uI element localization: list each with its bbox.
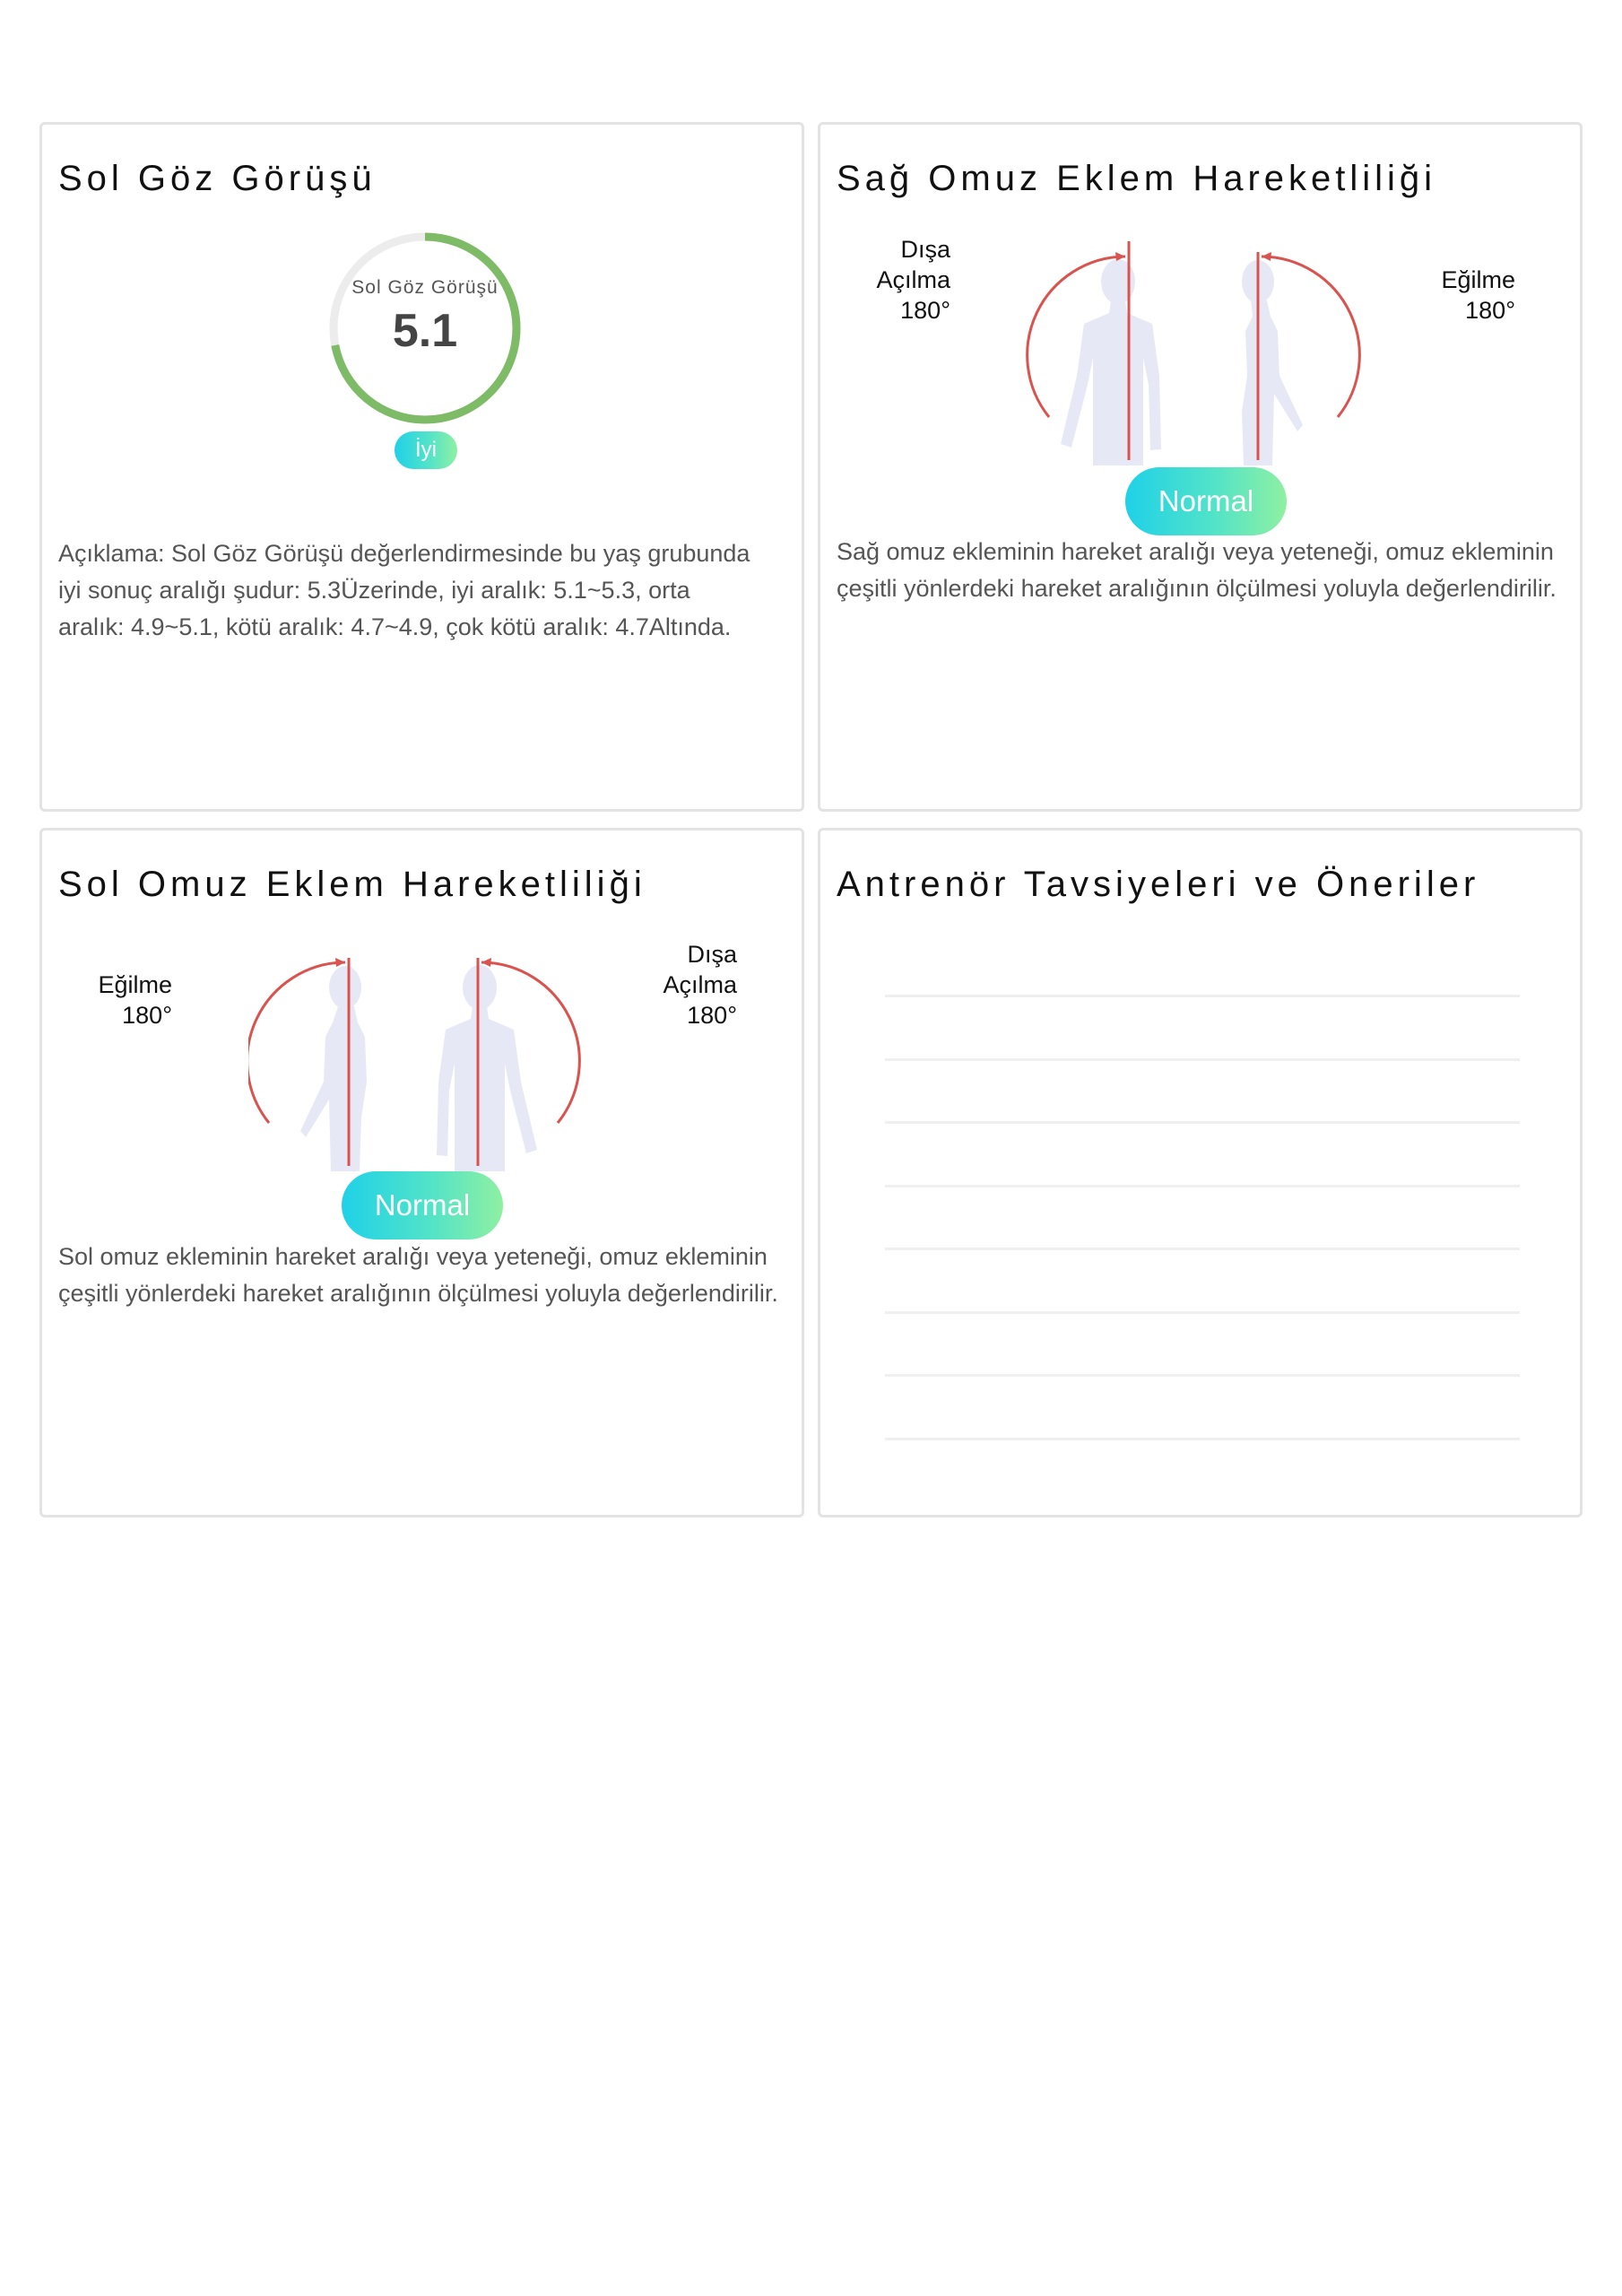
label-line: Eğilme	[1441, 266, 1515, 293]
vision-gauge	[322, 225, 528, 431]
note-line	[885, 1058, 1520, 1061]
front-body-icon	[437, 965, 537, 1171]
note-line	[885, 1374, 1520, 1377]
label-line: Açılma	[876, 266, 950, 293]
label-line: Dışa	[687, 941, 737, 968]
label-line: Dışa	[900, 236, 950, 263]
flexion-label	[1412, 265, 1515, 326]
shoulder-range-figure	[248, 947, 607, 1171]
front-body-icon	[1061, 259, 1161, 465]
note-line	[885, 995, 1520, 997]
angle-value: 180°	[1465, 297, 1515, 324]
shoulder-range-figure	[1018, 241, 1376, 465]
note-line	[885, 1438, 1520, 1440]
label-line: Açılma	[663, 971, 737, 998]
card-left-shoulder	[39, 828, 804, 1518]
card-left-vision	[39, 122, 804, 812]
card-description: Açıklama: Sol Göz Görüşü değerlendirmesinde bu yaş grubunda iyi sonuç aralığı şudur: 5.3Üzerinde, iyi aralık: 5.1~5.3, orta aralık: 4.9~5.1, kötü aralık: 4.7~4.9, çok kötü aralık: 4.7Altında.	[58, 540, 750, 640]
card-title: Sağ Omuz Eklem Hareketliliği	[837, 159, 1437, 198]
card-coach-notes	[818, 828, 1583, 1518]
label-line: Eğilme	[98, 971, 172, 998]
status-badge: İyi	[395, 431, 457, 469]
side-body-icon	[1242, 260, 1303, 465]
angle-value: 180°	[687, 1002, 737, 1029]
card-description: Sağ omuz ekleminin hareket aralığı veya yeteneği, omuz ekleminin çeşitli yönlerdeki hareket aralığının ölçülmesi yoluyla değerlendirilir.	[837, 538, 1557, 602]
note-line	[885, 1311, 1520, 1314]
card-description: Sol omuz ekleminin hareket aralığı veya yeteneği, omuz ekleminin çeşitli yönlerdeki hareket aralığının ölçülmesi yoluyla değerlendirilir.	[58, 1243, 778, 1307]
note-line	[885, 1121, 1520, 1124]
card-right-shoulder	[818, 122, 1583, 812]
angle-value: 180°	[122, 1002, 172, 1029]
note-line	[885, 1185, 1520, 1187]
side-body-icon	[300, 966, 367, 1171]
note-line	[885, 1248, 1520, 1250]
gauge-value: 5.1	[392, 305, 458, 357]
status-normal-badge: Normal	[1125, 467, 1287, 535]
gauge-label: Sol Göz Görüşü	[351, 277, 499, 298]
card-title: Sol Göz Görüşü	[58, 159, 377, 198]
abduction-label	[634, 939, 737, 1031]
abduction-label	[847, 234, 950, 326]
angle-value: 180°	[900, 297, 950, 324]
card-title: Antrenör Tavsiyeleri ve Öneriler	[837, 865, 1480, 904]
card-title: Sol Omuz Eklem Hareketliliği	[58, 865, 646, 904]
flexion-label	[69, 970, 172, 1031]
status-normal-badge: Normal	[342, 1171, 503, 1239]
